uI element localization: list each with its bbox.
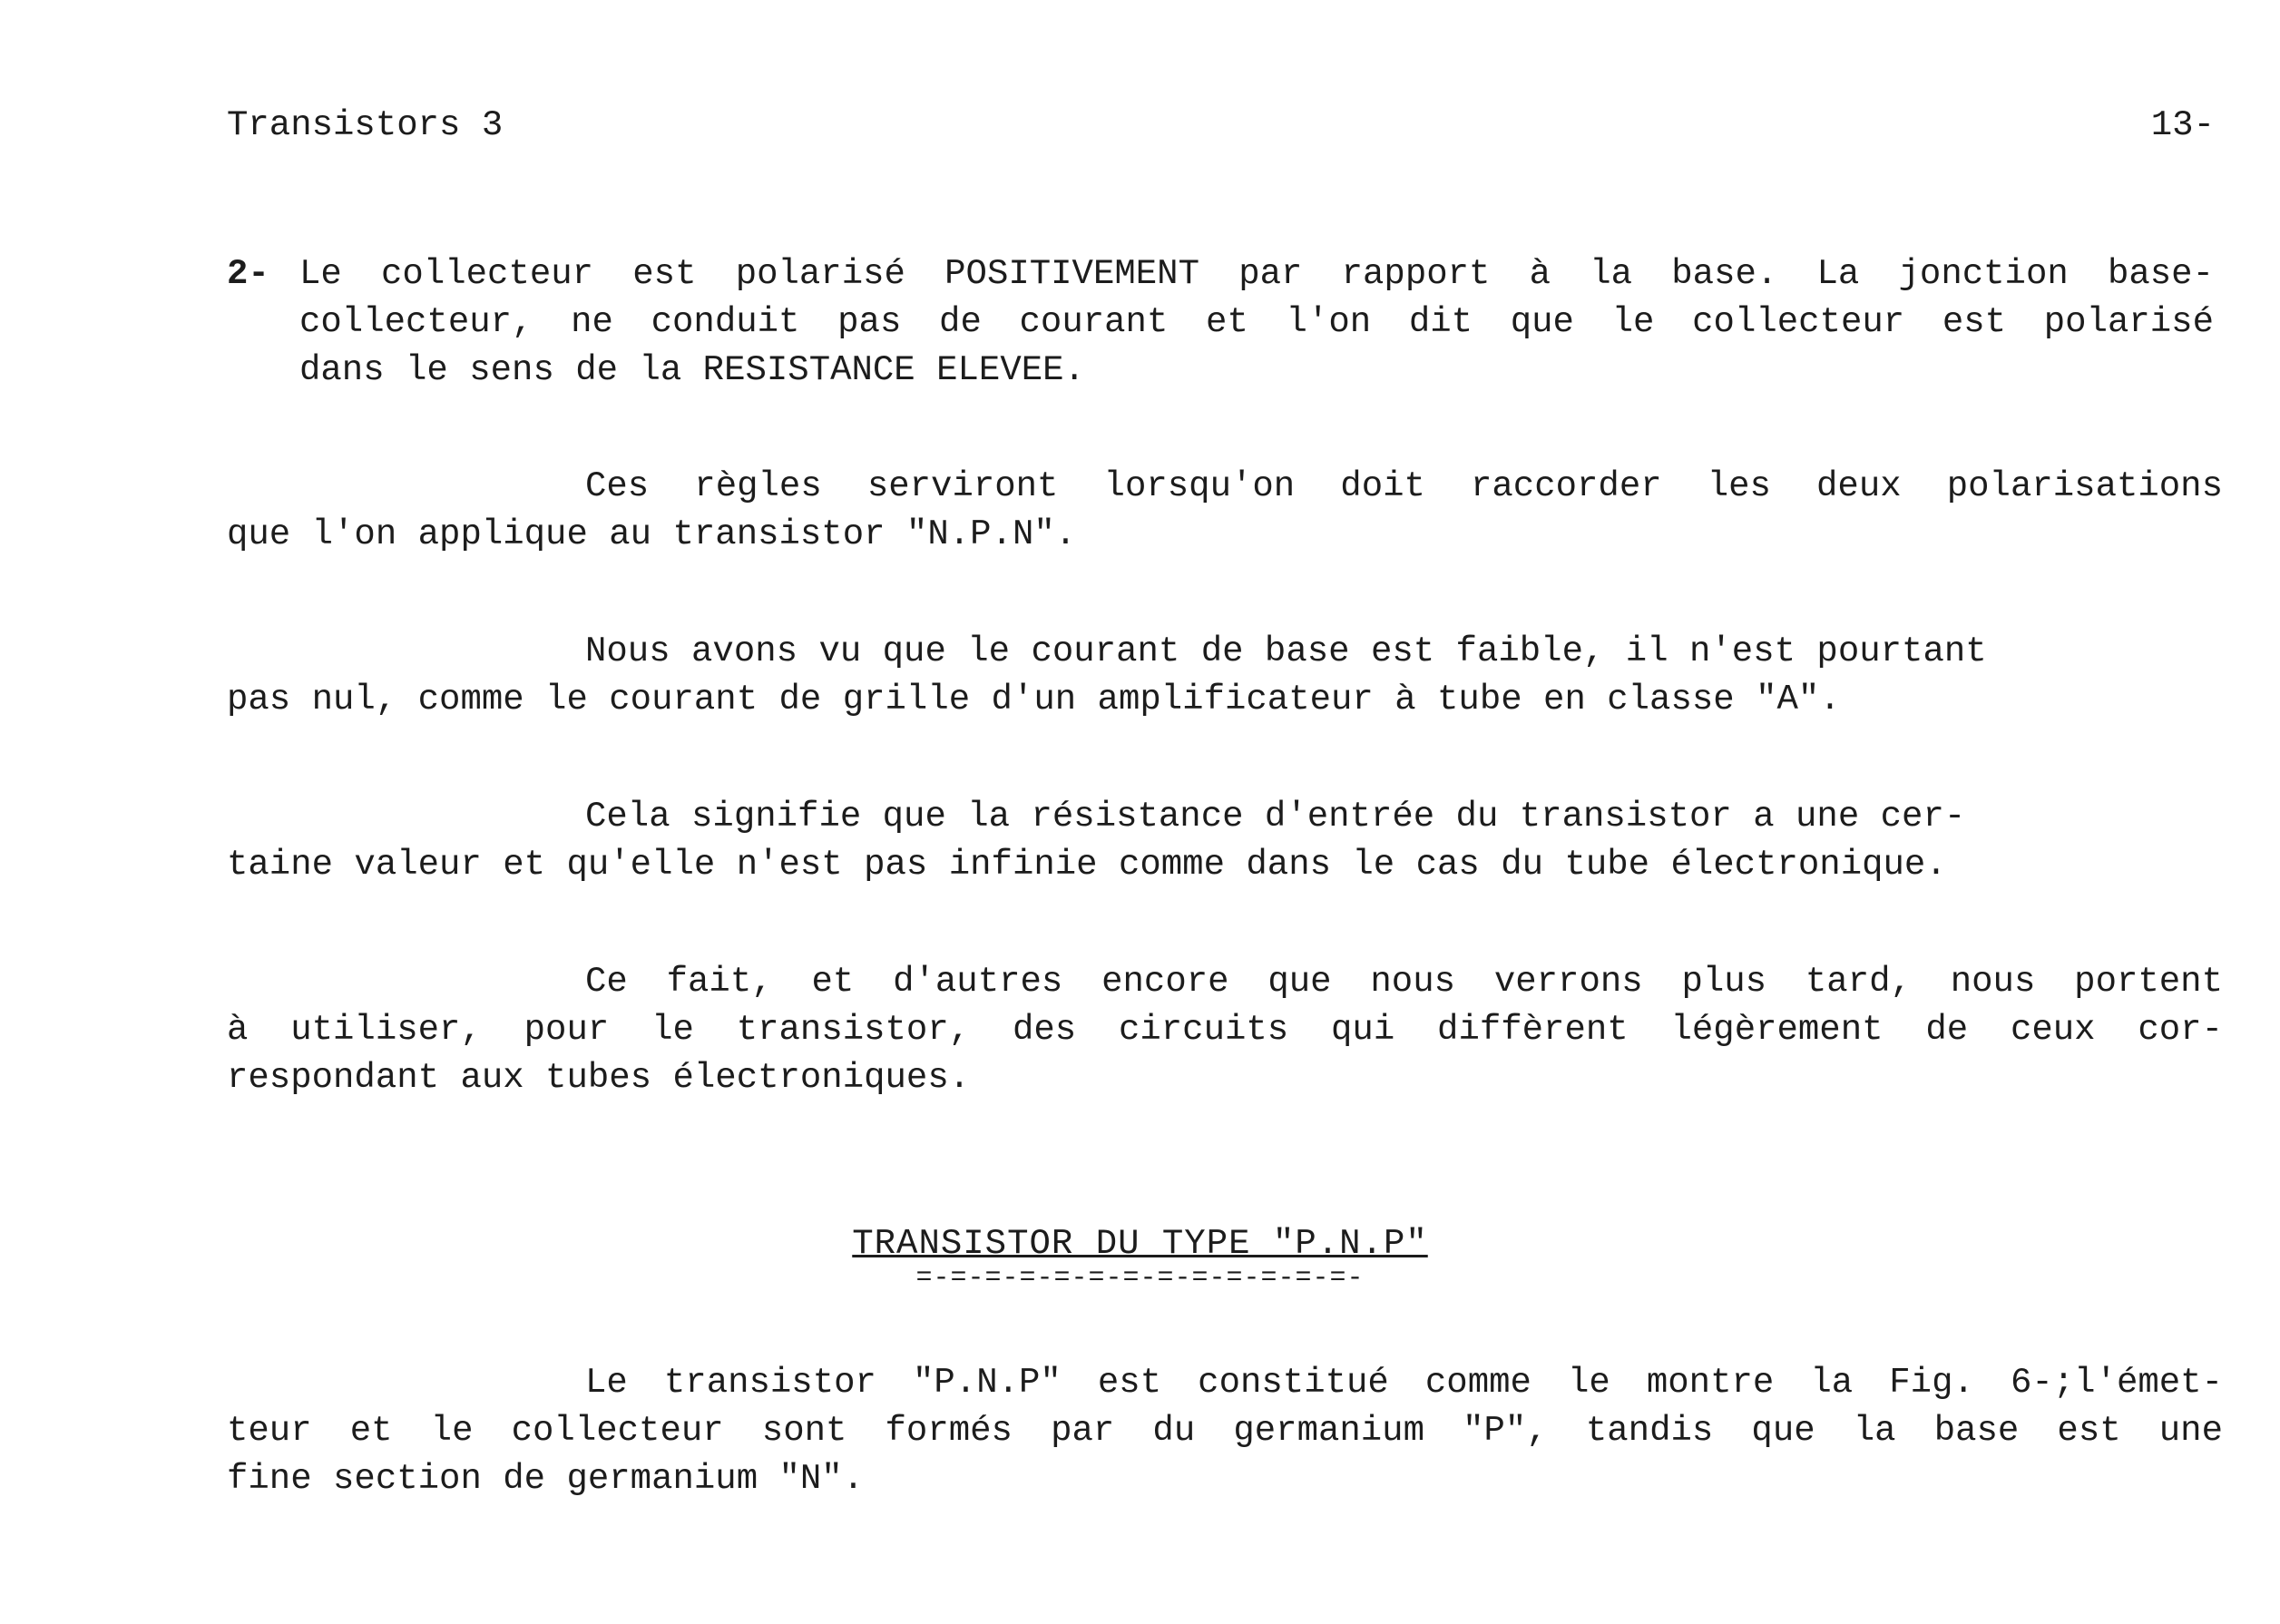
section-title: TRANSISTOR DU TYPE "P.N.P": [852, 1224, 1428, 1264]
item-2-text: [299, 250, 2214, 395]
item-number: 2-: [227, 254, 269, 294]
section-title-rule: =-=-=-=-=-=-=-=-=-=-=-=-=-: [915, 1263, 1365, 1294]
paragraph-3: [227, 793, 2223, 889]
paragraph-line: Ces règles serviront lorsqu'on doit raccorder les deux polarisations: [585, 466, 2223, 506]
item-2-line: Le collecteur est polarisé POSITIVEMENT par rapport à la base. La jonction base-: [299, 254, 2214, 294]
paragraph-line: pas nul, comme le courant de grille d'un amplificateur à tube en classe "A".: [227, 680, 1841, 719]
paragraph-line: taine valeur et qu'elle n'est pas infinie comme dans le cas du tube électronique.: [227, 845, 1947, 885]
paragraph-line: Le transistor "P.N.P" est constitué comme le montre la Fig. 6-;l'émet-: [585, 1363, 2223, 1403]
paragraph-4: [227, 958, 2223, 1102]
paragraph-line: que l'on applique au transistor "N.P.N".: [227, 514, 1077, 554]
paragraph-line: à utiliser, pour le transistor, des circuits qui diffèrent légèrement de ceux cor-: [227, 1010, 2223, 1050]
paragraph-2: [227, 628, 2223, 724]
paragraph-line: respondant aux tubes électroniques.: [227, 1058, 971, 1098]
paragraph-line: Nous avons vu que le courant de base est faible, il n'est pourtant: [585, 631, 1987, 671]
item-2-line: collecteur, ne conduit pas de courant et l'on dit que le collecteur est polarisé: [299, 302, 2214, 342]
header-title: Transistors 3: [227, 105, 504, 145]
paragraph-5: [227, 1359, 2223, 1503]
section-heading: [0, 1220, 2280, 1294]
page-number: 13-: [2150, 105, 2215, 145]
paragraph-line: Ce fait, et d'autres encore que nous verrons plus tard, nous portent: [585, 962, 2223, 1002]
paragraph-1: [227, 463, 2223, 559]
item-2-line: dans le sens de la RESISTANCE ELEVEE.: [299, 350, 1085, 390]
paragraph-line: Cela signifie que la résistance d'entrée du transistor a une cer-: [585, 797, 1966, 836]
paragraph-line: fine section de germanium "N".: [227, 1459, 865, 1499]
paragraph-line: teur et le collecteur sont formés par du germanium "P", tandis que la base est une: [227, 1411, 2223, 1451]
